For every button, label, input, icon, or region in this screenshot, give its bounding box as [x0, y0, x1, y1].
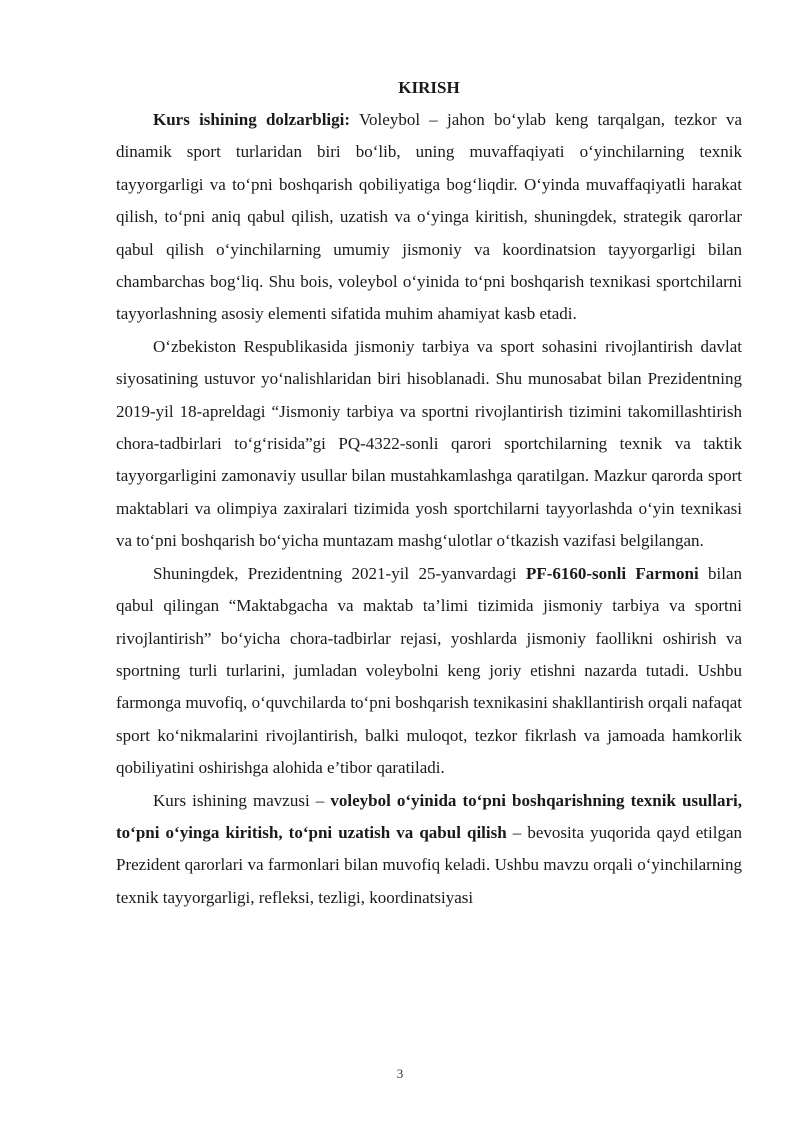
paragraph-state-policy	[116, 331, 742, 558]
paragraph-text: – bevosita yuqorida qayd etilgan Prezident qarorlari va farmonlari bilan muvofiq keladi. Ushbu mavzu orqali o‘yinchilarning texnik tayyorgarligi, refleksi, tezligi, koordinatsiyasi	[116, 822, 742, 907]
decree-name: PF-6160-sonli Farmoni	[525, 563, 699, 583]
paragraph-text: bilan qabul qilingan “Maktabgacha va maktab ta’limi tizimida jismoniy tarbiya va sportni rivojlantirish” bo‘yicha chora-tadbirlar rejasi, yoshlarda jismoniy faollikni oshirish va sportning turli turlarini, jumladan voleybolni keng joriy etishni nazarda tutadi. Ushbu farmonga muvofiq, o‘quvchilarda to‘pni boshqarish texnikasini shakllantirish orqali nafaqat sport ko‘nikmalarini rivojlantirish, balki muloqot, tezkor fikrlash va jamoada hamkorlik qobiliyatini oshirishga alohida e’tibor qaratiladi.	[116, 563, 742, 778]
paragraph-topic	[116, 785, 742, 915]
paragraph-text: Kurs ishining mavzusi –	[153, 790, 331, 810]
paragraph-text: Shuningdek, Prezidentning 2021-yil 25-yanvardagi	[153, 563, 526, 583]
relevance-label: Kurs ishining dolzarbligi:	[153, 110, 351, 129]
paragraph-decree	[116, 558, 742, 785]
page-body	[116, 72, 742, 914]
section-heading: KIRISH	[398, 78, 460, 97]
paragraph-relevance	[116, 104, 742, 331]
page-number: 3	[396, 1066, 404, 1081]
paragraph-text: O‘zbekiston Respublikasida jismoniy tarbiya va sport sohasini rivojlantirish davlat siyosatining ustuvor yo‘nalishlaridan biri hisoblanadi. Shu munosabat bilan Prezidentning 2019-yil 18-apreldagi “Jismoniy tarbiya va sportni rivojlantirish tizimini takomillashtirish chora-tadbirlari to‘g‘risida”gi PQ-4322-sonli qarori sportchilarning texnik va taktik tayyorgarligini zamonaviy usullar bilan mustahkamlashga qaratilgan. Mazkur qarorda sport maktablari va olimpiya zaxiralari tizimida yosh sportchilarni tayyorlashda o‘yin texnikasi va to‘pni boshqarish bo‘yicha muntazam mashg‘ulotlar o‘tkazish vazifasi belgilangan.	[116, 336, 742, 551]
topic-title: voleybol o‘yinida to‘pni boshqarishning texnik usullari, to‘pni o‘yinga kiritish, to‘pni uzatish va qabul qilish	[116, 790, 742, 842]
paragraph-text: Voleybol – jahon bo‘ylab keng tarqalgan, tezkor va dinamik sport turlaridan biri bo‘lib, uning muvaffaqiyati o‘yinchilarning texnik tayyorgarligi va to‘pni boshqarish qobiliyatiga bog‘liqdir. O‘yinda muvaffaqiyatli harakat qilish, to‘pni aniq qabul qilish, uzatish va o‘yinga kiritish, shuningdek, strategik qarorlar qabul qilish o‘yinchilarning umumiy jismoniy va koordinatsion tayyorgarligi bilan chambarchas bog‘liq. Shu bois, voleybol o‘yinida to‘pni boshqarish texnikasi sportchilarni tayyorlashning asosiy elementi sifatida muhim ahamiyat kasb etadi.	[116, 110, 742, 324]
